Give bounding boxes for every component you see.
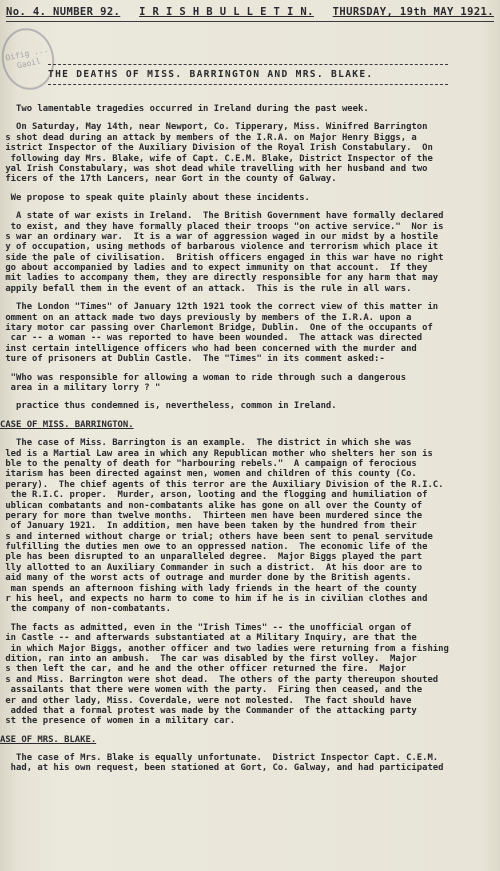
text-line: lly allotted to an Auxiliary Commander in such a district. At his door are to (0, 562, 423, 573)
bulletin-title: I R I S H B U L L E T I N. (139, 6, 314, 18)
text-line: r his heel, and expects no harm to come to him if he is in civilian clothes and (0, 594, 428, 605)
text-line: had, at his own request, been stationed at Gort, Co. Galway, and had participated (0, 763, 444, 774)
text-line: s war an ordinary war. It is a war of aggression waged in our midst by a hostile (0, 231, 439, 242)
paragraph-gap (0, 412, 500, 420)
text-line: ficers of the 17th Lancers, near Gort in the county of Galway. (0, 174, 337, 185)
text-line: itarism has been directed against men, women and children of this county (Co. (0, 469, 417, 480)
paragraph-gap (0, 745, 500, 753)
paragraph (0, 753, 500, 774)
text-line: aid many of the worst acts of outrage and murder done by the British agents. (0, 573, 412, 584)
text-line: The London "Times" of January 12th 1921 took the correct view of this matter in (0, 302, 439, 313)
text-line: mit ladies to accompany them, they are directly responsible for any harm that may (0, 273, 439, 284)
paragraph-gap (0, 365, 500, 373)
text-line: s then left the car, and he and the other officer returned the fire. Major (0, 664, 407, 675)
text-line: ASE OF MRS. BLAKE. (0, 734, 97, 745)
section-heading (0, 735, 500, 745)
paragraph (0, 623, 500, 727)
text-line: s shot dead during an attack by members of the I.R.A. on Major Henry Biggs, a (0, 132, 417, 143)
text-line: the company of non-combatants. (0, 604, 171, 615)
text-line: ple has been disrupted to an unparalleled degree. Major Biggs played the part (0, 552, 423, 563)
text-line: inst certain intelligence officers who had been concerned with the murder and (0, 343, 417, 354)
text-line: following day Mrs. Blake, wife of Capt. C.E.M. Blake, District Inspector of the (0, 153, 433, 164)
paragraph-gap (0, 615, 500, 623)
paragraph (0, 438, 500, 615)
text-line: A state of war exists in Ireland. The British Government have formally declared (0, 211, 444, 222)
text-line: added that a formal protest was made by the Commander of the attacking party (0, 705, 417, 716)
paragraph-gap (0, 203, 500, 211)
paragraph-gap (0, 393, 500, 401)
text-line: st the presence of women in a military car. (0, 716, 236, 727)
text-line: in Castle -- and afterwards substantiated at a Military Inquiry, are that the (0, 633, 417, 644)
paragraph-gap (0, 114, 500, 122)
text-line: "Who was responsible for allowing a woman to ride through such a dangerous (0, 372, 407, 383)
text-line: area in a military lorry ? " (0, 382, 161, 393)
text-line: istrict Inspector of the Auxiliary Division of the Royal Irish Constabulary. On (0, 143, 433, 154)
text-line: Two lamentable tragedies occurred in Ireland during the past week. (0, 104, 369, 114)
text-line: omment on an attack made two days previously by members of the I.R.A. upon a (0, 312, 412, 323)
text-line: s and Miss. Barrington were shot dead. The others of the party thereupon shouted (0, 674, 439, 685)
paragraph (0, 302, 500, 364)
text-line: car -- a woman -- was reported to have been wounded. The attack was directed (0, 333, 423, 344)
text-line: The case of Miss. Barrington is an example. The district in which she was (0, 438, 412, 449)
text-line: er and other lady, Miss. Coverdale, were not molested. The fact should have (0, 695, 412, 706)
text-line: CASE OF MISS. BARRINGTON. (0, 419, 134, 430)
text-line: itary motor car passing over Charlemont Bridge, Dublin. One of the occupants of (0, 323, 433, 334)
text-line: go about accompanied by ladies and to expect immunity on that account. If they (0, 263, 428, 274)
article-title: THE DEATHS OF MISS. BARRINGTON AND MRS. BLAKE. (48, 69, 374, 80)
text-line: perary). The chief agents of this terror are the Auxiliary Division of the R.I.C. (0, 479, 444, 490)
text-line: fulfilling the duties men owe to an oppressed nation. The economic life of the (0, 542, 428, 553)
issue-number: No. 4. NUMBER 92. (6, 6, 121, 18)
text-line: The case of Mrs. Blake is equally unfortunate. District Inspector Capt. C.E.M. (0, 753, 439, 764)
text-line: y of occupation, using methods of barbarous violence and terrorism which place it (0, 242, 439, 253)
section-heading (0, 420, 500, 430)
text-line: dition, ran into an ambush. The car was disabled by the first volley. Major (0, 653, 417, 664)
bulletin-header (6, 6, 494, 22)
text-line: in which Major Biggs, another officer and two ladies were returning from a fishing (0, 643, 449, 654)
text-line: The facts as admitted, even in the "Irish Times" -- the unofficial organ of (0, 622, 412, 633)
paragraph (0, 193, 500, 203)
text-line: yal Irish Constabulary, was shot dead while travelling with her husband and two (0, 163, 428, 174)
issue-date: THURSDAY, 19th MAY 1921. (332, 6, 494, 18)
text-line: side the pale of civilisation. British officers engaged in this war have no right (0, 252, 444, 263)
paragraph-gap (0, 727, 500, 735)
paragraph (0, 211, 500, 294)
text-line: s and interned without charge or trial; others have been sent to penal servitude (0, 531, 433, 542)
paragraph (0, 373, 500, 394)
article-title-block (48, 64, 448, 85)
text-line: We propose to speak quite plainly about these incidents. (0, 192, 310, 203)
text-line: ture of prisoners at Dublin Castle. The "Times" in its comment asked:- (0, 354, 385, 365)
text-line: On Saturday, May 14th, near Newport, Co. Tipperary, Miss. Winifred Barrington (0, 122, 428, 133)
text-line: man spends an afternoon fishing with lady friends in the heart of the county (0, 583, 417, 594)
paragraph-gap (0, 430, 500, 438)
text-line: practice thus condemned is, nevertheless, common in Ireland. (0, 401, 337, 412)
paragraph-gap (0, 185, 500, 193)
text-line: led is a Martial Law area in which any Republican mother who shelters her son is (0, 448, 433, 459)
paragraph (0, 122, 500, 184)
title-rule-bottom (48, 84, 448, 85)
paragraph (0, 104, 500, 114)
text-line: to exist, and they have formally placed their troops "on active service." Nor is (0, 221, 444, 232)
text-line: of January 1921. In addition, men have been taken by the hundred from their (0, 521, 417, 532)
article-body (0, 104, 500, 774)
paragraph (0, 401, 500, 411)
paragraph-gap (0, 294, 500, 302)
stamp-text: Oifig ... Gaoil (4, 44, 49, 71)
text-line: ble to the penalty of death for "harbouring rebels." A campaign of ferocious (0, 458, 417, 469)
text-line: assailants that there were women with the party. Firing then ceased, and the (0, 685, 423, 696)
text-line: perary for more than twelve months. Thirteen men have been murdered since the (0, 510, 423, 521)
text-line: appily befall them in the event of an attack. This is the rule in all wars. (0, 283, 412, 294)
text-line: ublican combatants and non-combatants alike has gone on all over the County of (0, 500, 423, 511)
text-line: the R.I.C. proper. Murder, arson, looting and the flogging and humiliation of (0, 490, 428, 501)
